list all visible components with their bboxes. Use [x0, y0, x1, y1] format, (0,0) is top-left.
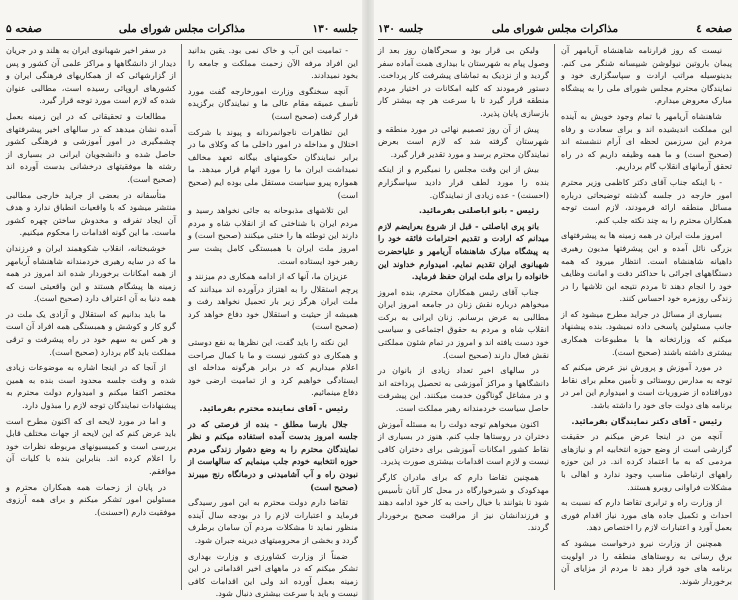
speaker-line: رئیس - بانو اباصلتی بفرمائید.	[418, 205, 539, 216]
paragraph: بیش از این وقت مجلس را نمیگیرم و از اینکه بنده را مورد لطف قرار دادید سپاسگزارم (احسنت) - عده زیادی از نمایندگان.	[378, 164, 549, 200]
paragraph: عزیزان ما، آنها که از ادامه همکاری دم میزنند و پرچم استقلال را به اهتزاز درآورده اند میدانند که ملت ایران هرگز زیر بار تحمیل نخواهد رفت و همیشه از حیثیت و استقلال خود دفاع خواهد کرد (صحیح است)	[188, 271, 358, 332]
left-page-header	[6, 20, 358, 38]
paragraph: تقاضا دارم دولت محترم به این امور رسیدگی فرماید و اعتبارات لازم را در بودجه سال آینده منظور نماید تا مشکلات مردم آن سامان برطرف گردد و بخشی از محرومیتهای دیرینه جبران شود.	[188, 497, 358, 545]
paragraph: جناب آقای رئیس همکاران محترم، بنده امروز میخواهم درباره نقش زنان در جامعه امروز ایران مطالبی به عرض برسانم. زنان ایرانی به برکت انقلاب شاه و مردم به حقوق اجتماعی و سیاسی خود دست یافته اند و امروز در تمام شئون مملکتی نقش فعال دارند (صحیح است).	[378, 286, 549, 360]
paragraph: در سفر اخیر شهبانوی ایران به هلند و در جریان دیدار از دانشگاهها و مراکز علمی آن کشور و پس از گزارشهائی که از همکاریهای فرهنگی ایران و کشورهای اروپائی رسیده است، مطالبی عنوان شده که لازم است مورد توجه قرار گیرد.	[6, 45, 176, 106]
paragraph: شاهنشاه آریامهر با تمام وجود خویش به آینده این مملکت اندیشیده اند و برای سعادت و رفاه مردم این سرزمین لحظه ای آرام ننشسته اند (صحیح است) و ما همه وظیفه داریم که در راه تحقق آرمانهای انقلاب گام برداریم.	[561, 110, 732, 172]
paragraph: در سالهای اخیر تعداد زیادی از بانوان در دانشگاهها و مراکز آموزشی به تحصیل پرداخته اند و در مشاغل گوناگون خدمت میکنند. این پیشرفت حاصل سیاست خردمندانه رهبر مملکت است.	[378, 365, 549, 414]
right-page-title: مذاکرات مجلس شورای ملی	[491, 23, 619, 35]
right-header-rule	[378, 39, 732, 40]
right-column-1	[561, 44, 732, 590]
left-header-rule	[6, 39, 358, 40]
paragraph: اکنون میخواهم توجه دولت را به مسئله آموزش دختران در روستاها جلب کنم. هنوز در بسیاری از نقاط کشور امکانات آموزشی برای دختران کافی نیست و لازم است اقدامات بیشتری صورت پذیرد.	[378, 418, 549, 467]
paragraph: ضمناً از وزارت کشاورزی و وزارت بهداری تشکر میکنم که در ماههای اخیر اقداماتی در این زمینه بعمل آورده اند ولی این اقدامات کافی نیست و باید با سرعت بیشتری دنبال شود.	[188, 550, 358, 599]
left-column-1	[188, 44, 358, 599]
paragraph: از آنجا که در اینجا اشاره به موضوعات زیادی شده و وقت جلسه محدود است بنده به همین مختصر اکتفا میکنم و امیدوارم دولت محترم به پیشنهادات نمایندگان توجه لازم را مبذول دارد.	[6, 362, 176, 411]
paragraph: آنچه سخنگوی وزارت امورخارجه گفت مورد تأسف عمیقه مقام عالی ما و نمایندگان برگزیده قرار گرفت (صحیح است)	[188, 85, 358, 121]
paragraph: نیست که روز قرارنامه شاهنشاه آریامهر آن پیمان باروتین نیولوشن شیپسانه شنگر می کنم. بدینوسیله مراتب ارادت و سپاسگزاری خود و نمایندگان محترم مجلس شورای ملی را به پیشگاه مبارک معروض میدارم.	[561, 45, 732, 106]
speaker-line: رئیس - آقای دکتر نمایندگان بفرمائید.	[571, 415, 722, 426]
speaker-paragraph: بانو پری اباصلتی - قبل از شروع بعرایضم لازم میدانم که ارادت و تقدیم احترامات فائقه خود را به پیشگاه مبارک شاهنشاه آریامهر و علیاحضرت شهبانوی ایران تقدیم نمایم. امیدوارم خداوند این خانواده را برای ملت ایران حفظ فرماید.	[378, 220, 549, 282]
paragraph: از وزارت راه و ترابری تقاضا دارم که نسبت به احداث و تکمیل جاده های مورد نیاز اقدام فوری بعمل آورد و اعتبارات لازم را اختصاص دهد.	[561, 497, 732, 533]
paragraph: امروز ملت ایران در همه زمینه ها به پیشرفتهای بزرگی نائل آمده و این پیشرفتها مدیون رهبری داهیانه شاهنشاه است. انتظار میرود که همه دستگاههای اجرائی با حداکثر دقت و امانت وظایف خود را انجام دهند تا مردم نتیجه این تلاشها را در زندگی روزمره خود احساس کنند.	[561, 230, 732, 304]
paragraph: این تلاشهای مذبوحانه به جائی نخواهد رسید و مردم ایران با شناختی که از انقلاب شاه و مردم دارند این توطئه ها را خنثی میکنند (صحیح است) و امروز ملت ایران با همبستگی کامل پشت سر رهبر خود ایستاده است.	[188, 205, 358, 266]
paragraph: پیش از آن روز تصمیم نهائی در مورد منطقه و شهرستان گرفته شد که لازم است بعرض نمایندگان محترم برسد و مورد تقدیر قرار گیرد.	[378, 123, 549, 159]
right-page-number: صفحه ٤	[696, 23, 732, 35]
right-page-header	[378, 20, 732, 38]
left-page-session: جلسه ۱۳۰	[312, 23, 358, 35]
paragraph: در پایان از زحمات همه همکاران محترم و مسئولین امور تشکر میکنم و برای همه آرزوی موفقیت دارم (احسنت).	[6, 481, 176, 517]
paragraph: و اما در مورد لایحه ای که اکنون مطرح است باید عرض کنم که این لایحه از جهات مختلف قابل بررسی است و کمیسیونهای مربوطه نظرات خود را اعلام کرده اند. بنابراین بنده با کلیات آن موافقم.	[6, 415, 176, 476]
paragraph: در مورد آموزش و پرورش نیز عرض میکنم که توجه به مدارس روستائی و تأمین معلم برای نقاط دورافتاده از ضروریات است و امیدوارم این امر در برنامه های دولت جای خود را داشته باشد.	[561, 362, 732, 411]
paragraph: آنچه من در اینجا عرض میکنم در حقیقت گزارشی است از وضع حوزه انتخابیه ام و نیازهای مردمی که به ما اعتماد کرده اند. در این حوزه راههای ارتباطی مناسب وجود ندارد و اهالی با مشکلات فراوانی روبرو هستند.	[561, 431, 732, 492]
left-page-title: مذاکرات مجلس شورای ملی	[118, 23, 246, 35]
left-column-2	[6, 44, 176, 590]
speaker-line: رئیس - آقای نماینده محترم بفرمائید.	[199, 403, 348, 414]
paragraph: - تمامیت این آب و خاک نمی بود. یقین بدانید این افراد مرفه الآن زحمت مملکت و جامعه را بخود نمیدادند.	[188, 45, 358, 81]
paragraph: متأسفانه در بعضی از جراید خارجی مطالبی منتشر میشود که با واقعیات انطباق ندارد و هدف آن ایجاد تفرقه و مخدوش ساختن چهره کشور ماست. ما این گونه اقدامات را محکوم میکنیم.	[6, 189, 176, 238]
paragraph: ما باید بدانیم که استقلال و آزادی یک ملت در گرو کار و کوشش و همبستگی همه افراد آن است و هر کس به سهم خود در راه پیشرفت و ترقی مملکت باید گام بردارد (صحیح است).	[6, 308, 176, 357]
speaker-paragraph: جلال بارسا مطلق - بنده از فرصتی که در جلسه امروز بدست آمده استفاده میکنم و نظر نمایندگان محترم را به وضع دشوار زندگی مردم حوزه انتخابیه خودم جلب مینمایم که سالهاست از نبودن راه و آب آشامیدنی و درمانگاه رنج میبرند (صحیح است)	[188, 418, 358, 492]
right-page-session: جلسه ۱۳۰	[378, 23, 424, 35]
left-page	[6, 6, 358, 599]
paragraph: خوشبختانه، انقلاب شکوهمند ایران و فرزندان ما که در سایه رهبری خردمندانه شاهنشاه آریامهر از همه امکانات برخوردار شده اند امروز در همه زمینه ها پیشگام هستند و این واقعیتی است که همه دنیا به آن اعتراف دارد (صحیح است).	[6, 242, 176, 304]
paragraph: - با اینکه جناب آقای دکتر کاظمی وزیر محترم امور خارجه در جلسه گذشته توضیحاتی درباره مسائل منطقه ارائه فرمودند، لازم است توجه همکاران محترم را به چند نکته جلب کنم.	[561, 176, 732, 225]
paragraph: همچنین تقاضا دارم که برای مادران کارگر مهدکودک و شیرخوارگاه در محل کار آنان تأسیس شود تا بتوانند با خیال راحت به کار خود ادامه دهند و فرزندانشان نیز از مراقبت صحیح برخوردار گردند.	[378, 472, 549, 533]
paragraph: این نکته را باید گفت، این نظرها به نفع دوستی و همکاری دو کشور نیست و ما با کمال صراحت اعلام میداریم که در برابر هرگونه مداخله ای ایستادگی خواهیم کرد و از تمامیت ارضی خود دفاع مینمائیم.	[188, 337, 358, 398]
paragraph: ولیکن بی قرار بود و سحرگاهان روز بعد از وصول پیام به شهرستان با بیداری همت آماده سفر گردید و از نزدیک به تماشای پیشرفت کار پرداخت. دستور فرمودند که کلیه امکانات در اختیار مردم منطقه قرار گیرد تا با سرعت هر چه بیشتر کار بازسازی پایان پذیرد.	[378, 45, 549, 118]
paragraph: مطالعات و تحقیقاتی که در این زمینه بعمل آمده نشان میدهد که در سالهای اخیر پیشرفتهای چشمگیری در امور آموزشی و فرهنگی کشور حاصل شده و دانشجویان ایرانی در بسیاری از رشته ها موفقیتهای درخشانی بدست آورده اند (صحیح است).	[6, 110, 176, 184]
left-column-divider	[181, 44, 182, 590]
paragraph: همچنین از وزارت نیرو درخواست میشود که برق رسانی به روستاهای منطقه را در اولویت برنامه های خود قرار دهد تا مردم از مزایای آن برخوردار شوند.	[561, 537, 732, 586]
paragraph: این تظاهرات ناجوانمردانه و پیوند با شرکت اختلال و مداخله در امور داخلی ما که وکلای ما در برابر نمایندگان حکومتهای بیگانه تعهد مخالف نمیداشت ایران ما را مورد اتهام قرار میدهد. ما همواره پیرو سیاست مستقل ملی بوده ایم (صحیح است)	[188, 126, 358, 200]
left-page-number: صفحه ۵	[6, 23, 42, 35]
page-gutter	[362, 0, 374, 600]
right-column-divider	[554, 44, 555, 590]
paragraph: بسیاری از مسائل در جراید مطرح میشود که از جانب مسئولین پاسخی داده نمیشود. بنده پیشنهاد میکنم که وزارتخانه ها با مطبوعات همکاری بیشتری داشته باشند (صحیح است).	[561, 308, 732, 357]
right-column-2	[378, 44, 549, 590]
right-page	[378, 6, 732, 594]
